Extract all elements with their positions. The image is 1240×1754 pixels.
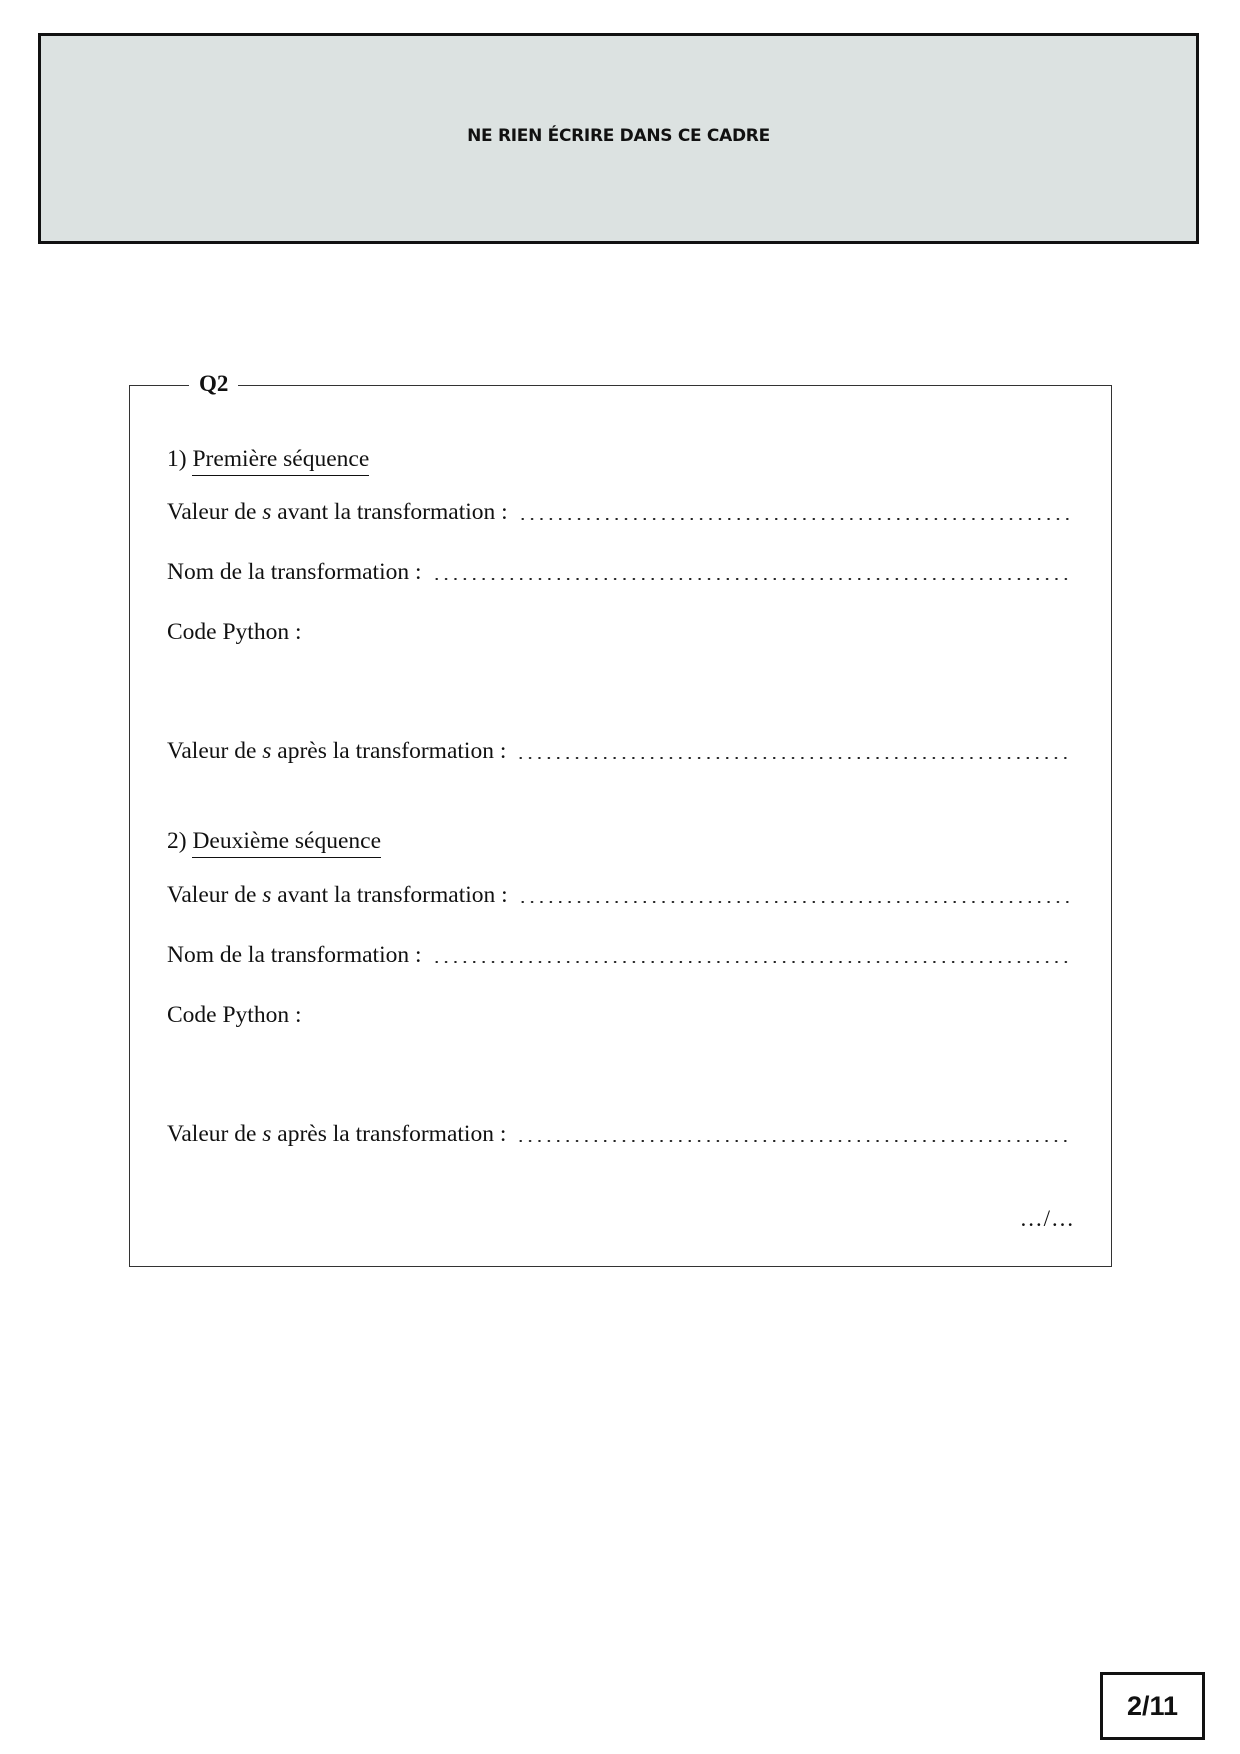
section-2-name-row <box>167 940 1070 970</box>
variable-s: s <box>262 499 272 525</box>
section-1-value-after-label: Valeur de s après la transformation : <box>167 738 507 764</box>
section-1-name-label: Nom de la transformation : <box>167 559 422 585</box>
section-2-value-before-label: Valeur de s avant la transformation : <box>167 882 508 908</box>
section-2-value-after-answer-line[interactable] <box>516 1140 1070 1142</box>
section-2-value-after-row <box>167 1119 1070 1149</box>
section-2-heading: Deuxième séquence <box>192 828 381 858</box>
section-1-value-after-row <box>167 736 1070 766</box>
section-1-value-after-answer-line[interactable] <box>516 757 1070 759</box>
section-1-name-row <box>167 557 1070 587</box>
section-2-name-answer-line[interactable] <box>432 961 1070 963</box>
section-1-name-answer-line[interactable] <box>432 578 1070 580</box>
section-2-value-before-answer-line[interactable] <box>518 901 1070 903</box>
do-not-write-box <box>38 33 1199 244</box>
section-2-number: 2) <box>167 828 187 854</box>
section-1-value-before-answer-line[interactable] <box>518 518 1070 520</box>
section-2-code-row <box>167 1000 1070 1030</box>
section-2-name-label: Nom de la transformation : <box>167 942 422 968</box>
variable-s: s <box>262 882 272 908</box>
section-1-number: 1) <box>167 446 187 472</box>
variable-s: s <box>262 738 272 764</box>
section-2-value-before-row <box>167 880 1070 910</box>
section-1-code-label: Code Python : <box>167 619 302 645</box>
variable-s: s <box>262 1121 272 1147</box>
do-not-write-notice: NE RIEN ÉCRIRE DANS CE CADRE <box>467 125 770 146</box>
question-label: Q2 <box>189 369 238 399</box>
page-number: 2/11 <box>1126 1690 1179 1721</box>
page-number-box <box>1100 1672 1205 1740</box>
section-2-code-label: Code Python : <box>167 1002 302 1028</box>
question-q2-box <box>129 371 1112 1267</box>
section-1-value-before-label: Valeur de s avant la transformation : <box>167 499 508 525</box>
section-2-value-after-label: Valeur de s après la transformation : <box>167 1121 507 1147</box>
section-1-title <box>167 444 369 474</box>
section-1-code-row <box>167 617 1070 647</box>
score-placeholder: …/… <box>1019 1206 1075 1231</box>
section-1-value-before-row <box>167 497 1070 527</box>
section-2-title <box>167 826 381 856</box>
section-1-heading: Première séquence <box>192 446 369 476</box>
